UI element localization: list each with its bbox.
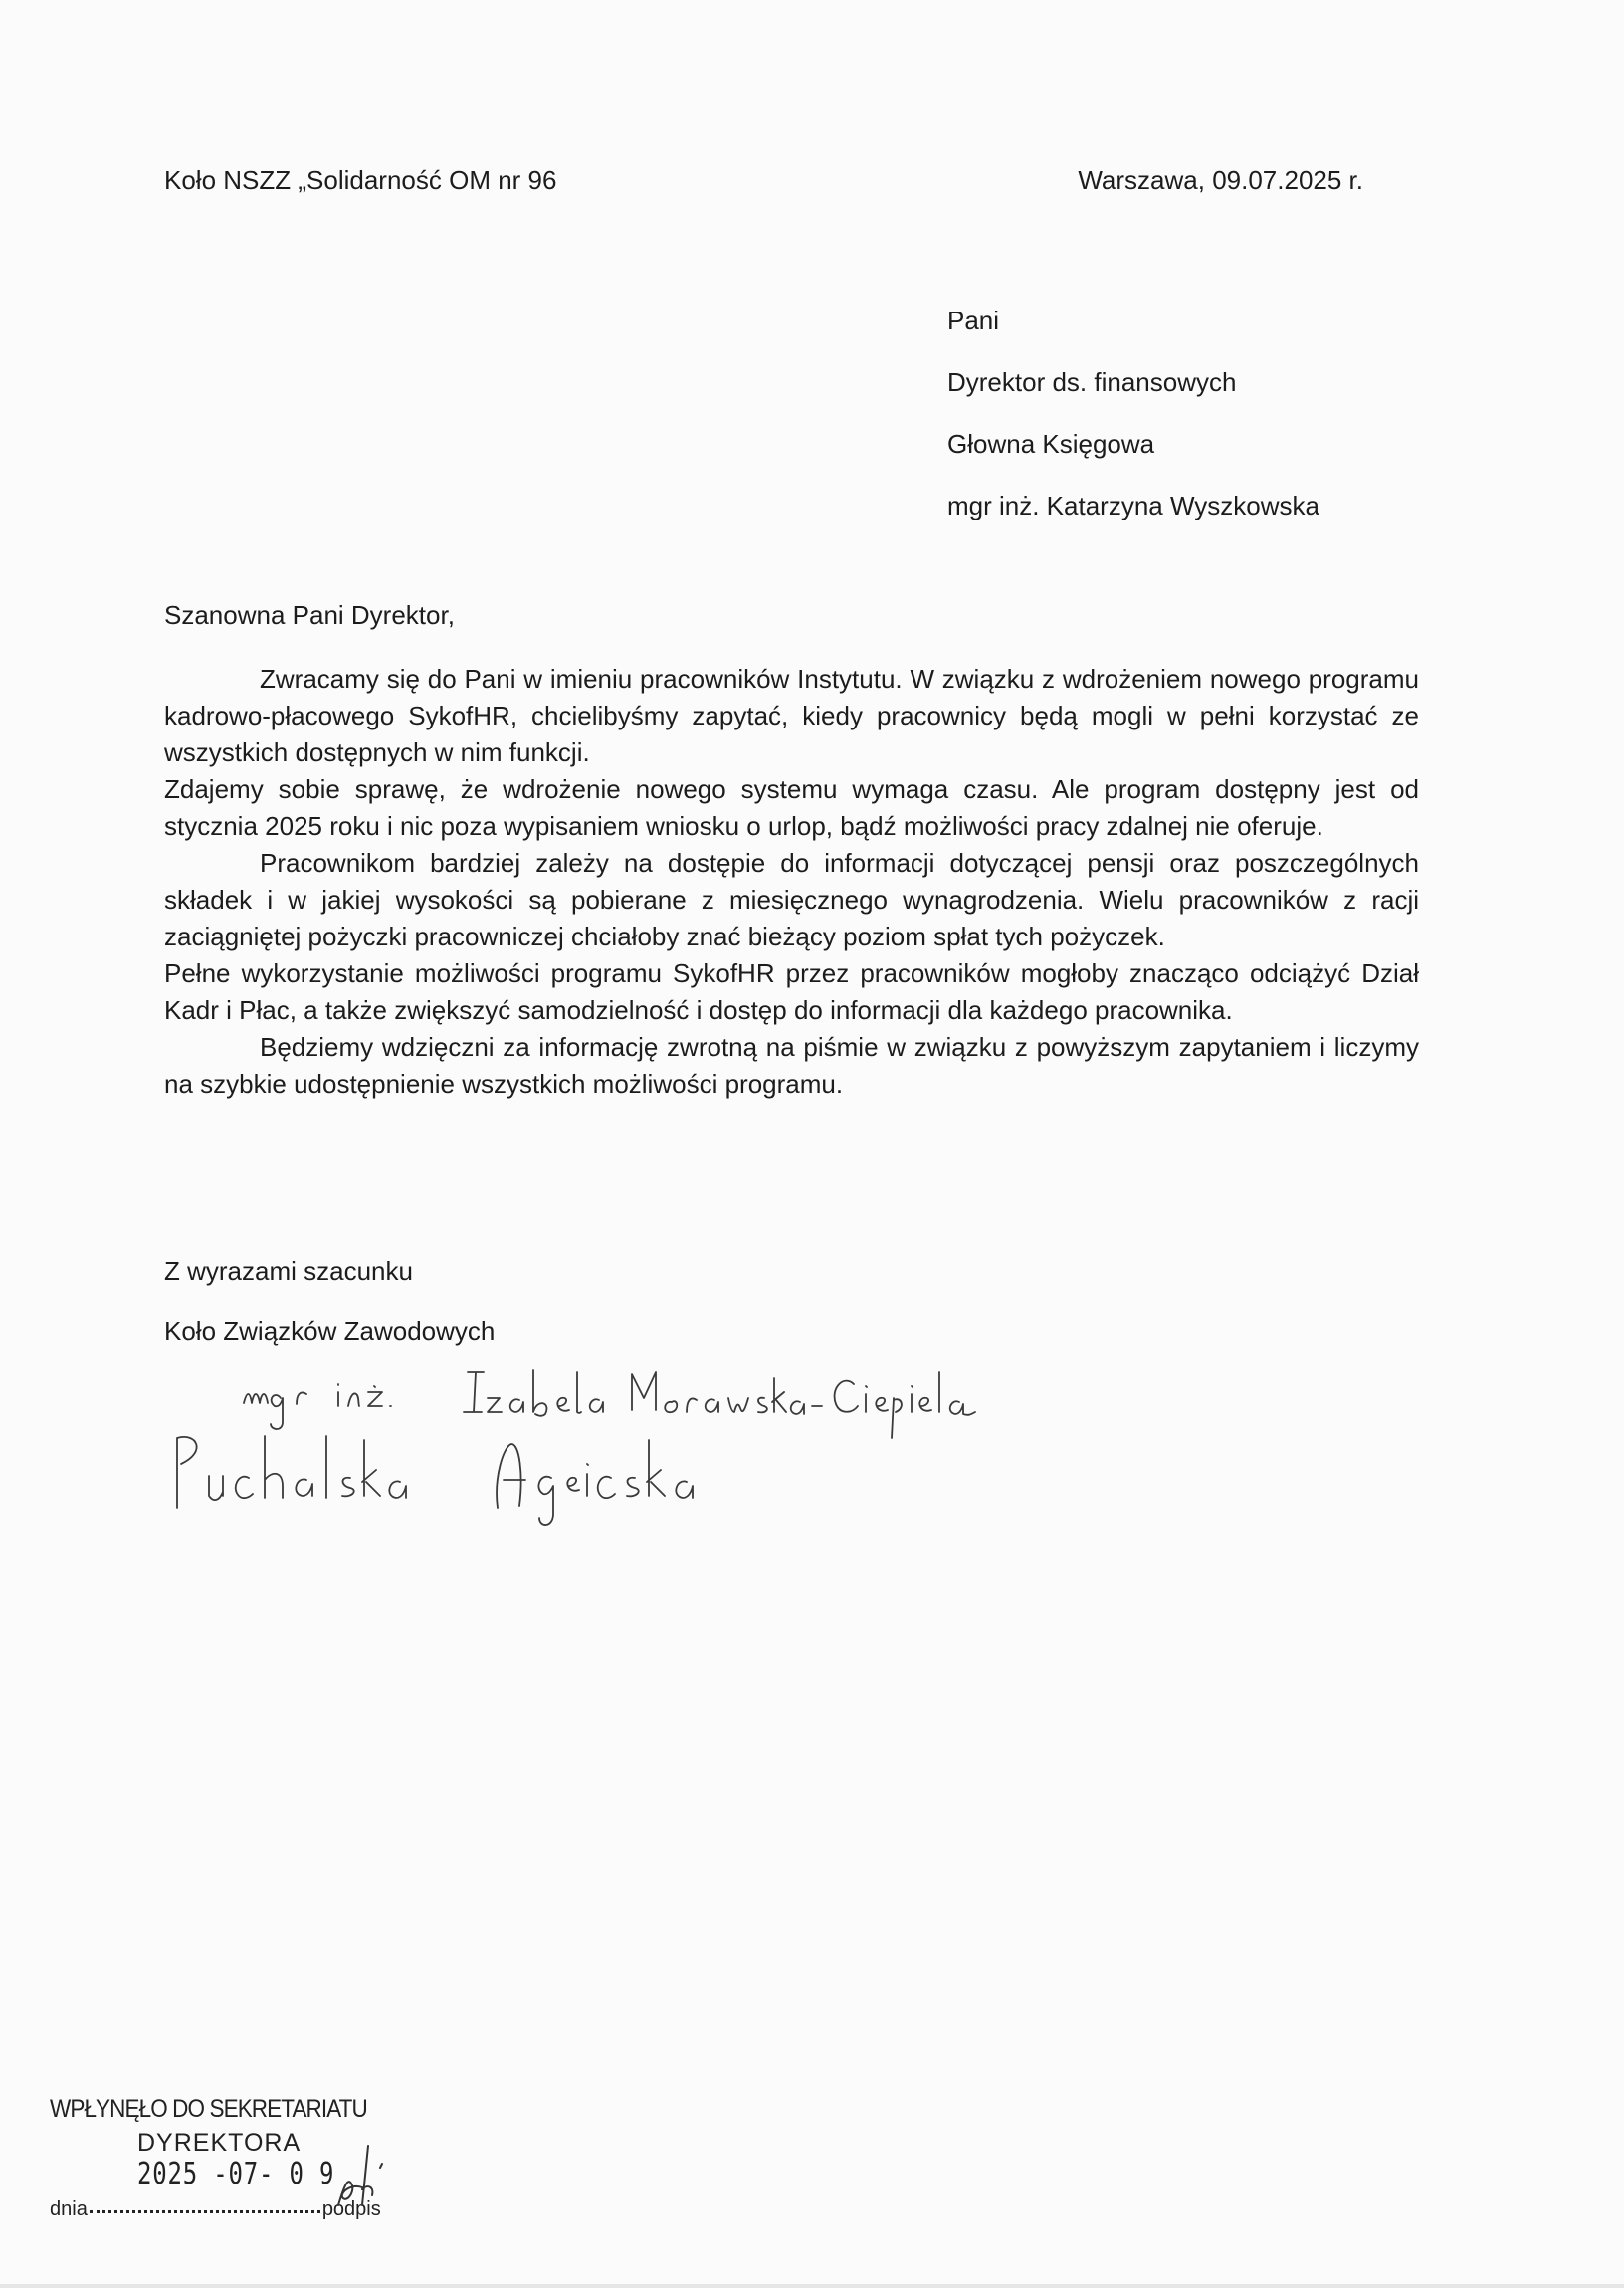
handwritten-signatures <box>169 1358 1105 1528</box>
stamp-dotted-line <box>90 2210 320 2213</box>
stamp-recipient-text: DYREKTORA <box>137 2129 302 2157</box>
addressee-block <box>947 290 1320 536</box>
stamp-date: 2025 -07- 0 9 <box>137 2157 335 2191</box>
place-and-date: Warszawa, 09.07.2025 r. <box>1078 165 1363 195</box>
body-paragraph: Pełne wykorzystanie możliwości programu SykofHR przez pracowników mogłoby znacząco odciążyć Dział Kadr i Płac, a także zwiększyć samodzielność i dostęp do informacji dla każdego pracownika. <box>164 958 1419 1025</box>
closing-phrase: Z wyrazami szacunku <box>164 1256 413 1286</box>
salutation: Szanowna Pani Dyrektor, <box>164 600 455 630</box>
addressee-line: mgr inż. Katarzyna Wyszkowska <box>947 491 1320 520</box>
signature-line-1 <box>244 1370 975 1438</box>
letter-body <box>164 661 1419 1103</box>
stamp-received-text: WPŁYNĘŁO DO SEKRETARIATU <box>50 2095 367 2123</box>
body-paragraph: Zdajemy sobie sprawę, że wdrożenie nowego systemu wymaga czasu. Ale program dostępny jest od stycznia 2025 roku i nic poza wypisaniem wniosku o urlop, bądź możliwości pracy zdalnej nie oferuje. <box>164 774 1419 841</box>
stamp-signature-label: podpis <box>321 2198 381 2220</box>
sender-organization: Koło NSZZ „Solidarność OM nr 96 <box>164 165 557 195</box>
stamp-date-label: dnia <box>50 2198 88 2220</box>
addressee-line: Dyrektor ds. finansowych <box>947 367 1237 397</box>
body-paragraph: Pracownikom bardziej zależy na dostępie do informacji dotyczącej pensji oraz poszczególnych składek i w jakiej wysokości są pobierane z miesięcznego wynagrodzenia. Wielu pracowników z racji zaciągniętej pożyczki pracowniczej chciałoby znać bieżący poziom spłat tych pożyczek. <box>164 848 1419 951</box>
body-paragraph: Będziemy wdzięczni za informację zwrotną na piśmie w związku z powyższym zapytaniem i liczymy na szybkie udostępnienie wszystkich możliwości programu. <box>164 1032 1419 1099</box>
addressee-line: Głowna Księgowa <box>947 429 1155 459</box>
body-paragraph: Zwracamy się do Pani w imieniu pracowników Instytutu. W związku z wdrożeniem nowego programu kadrowo-płacowego SykofHR, chcielibyśmy zapytać, kiedy pracownicy będą mogli w pełni korzystać ze wszystkich dostępnych w nim funkcji. <box>164 664 1419 767</box>
stamp-initials-scribble <box>328 2138 398 2217</box>
signatory-name: Koło Związków Zawodowych <box>164 1316 496 1346</box>
scan-bottom-edge <box>0 2284 1624 2288</box>
signature-line-2 <box>177 1436 693 1525</box>
addressee-line: Pani <box>947 306 1000 335</box>
